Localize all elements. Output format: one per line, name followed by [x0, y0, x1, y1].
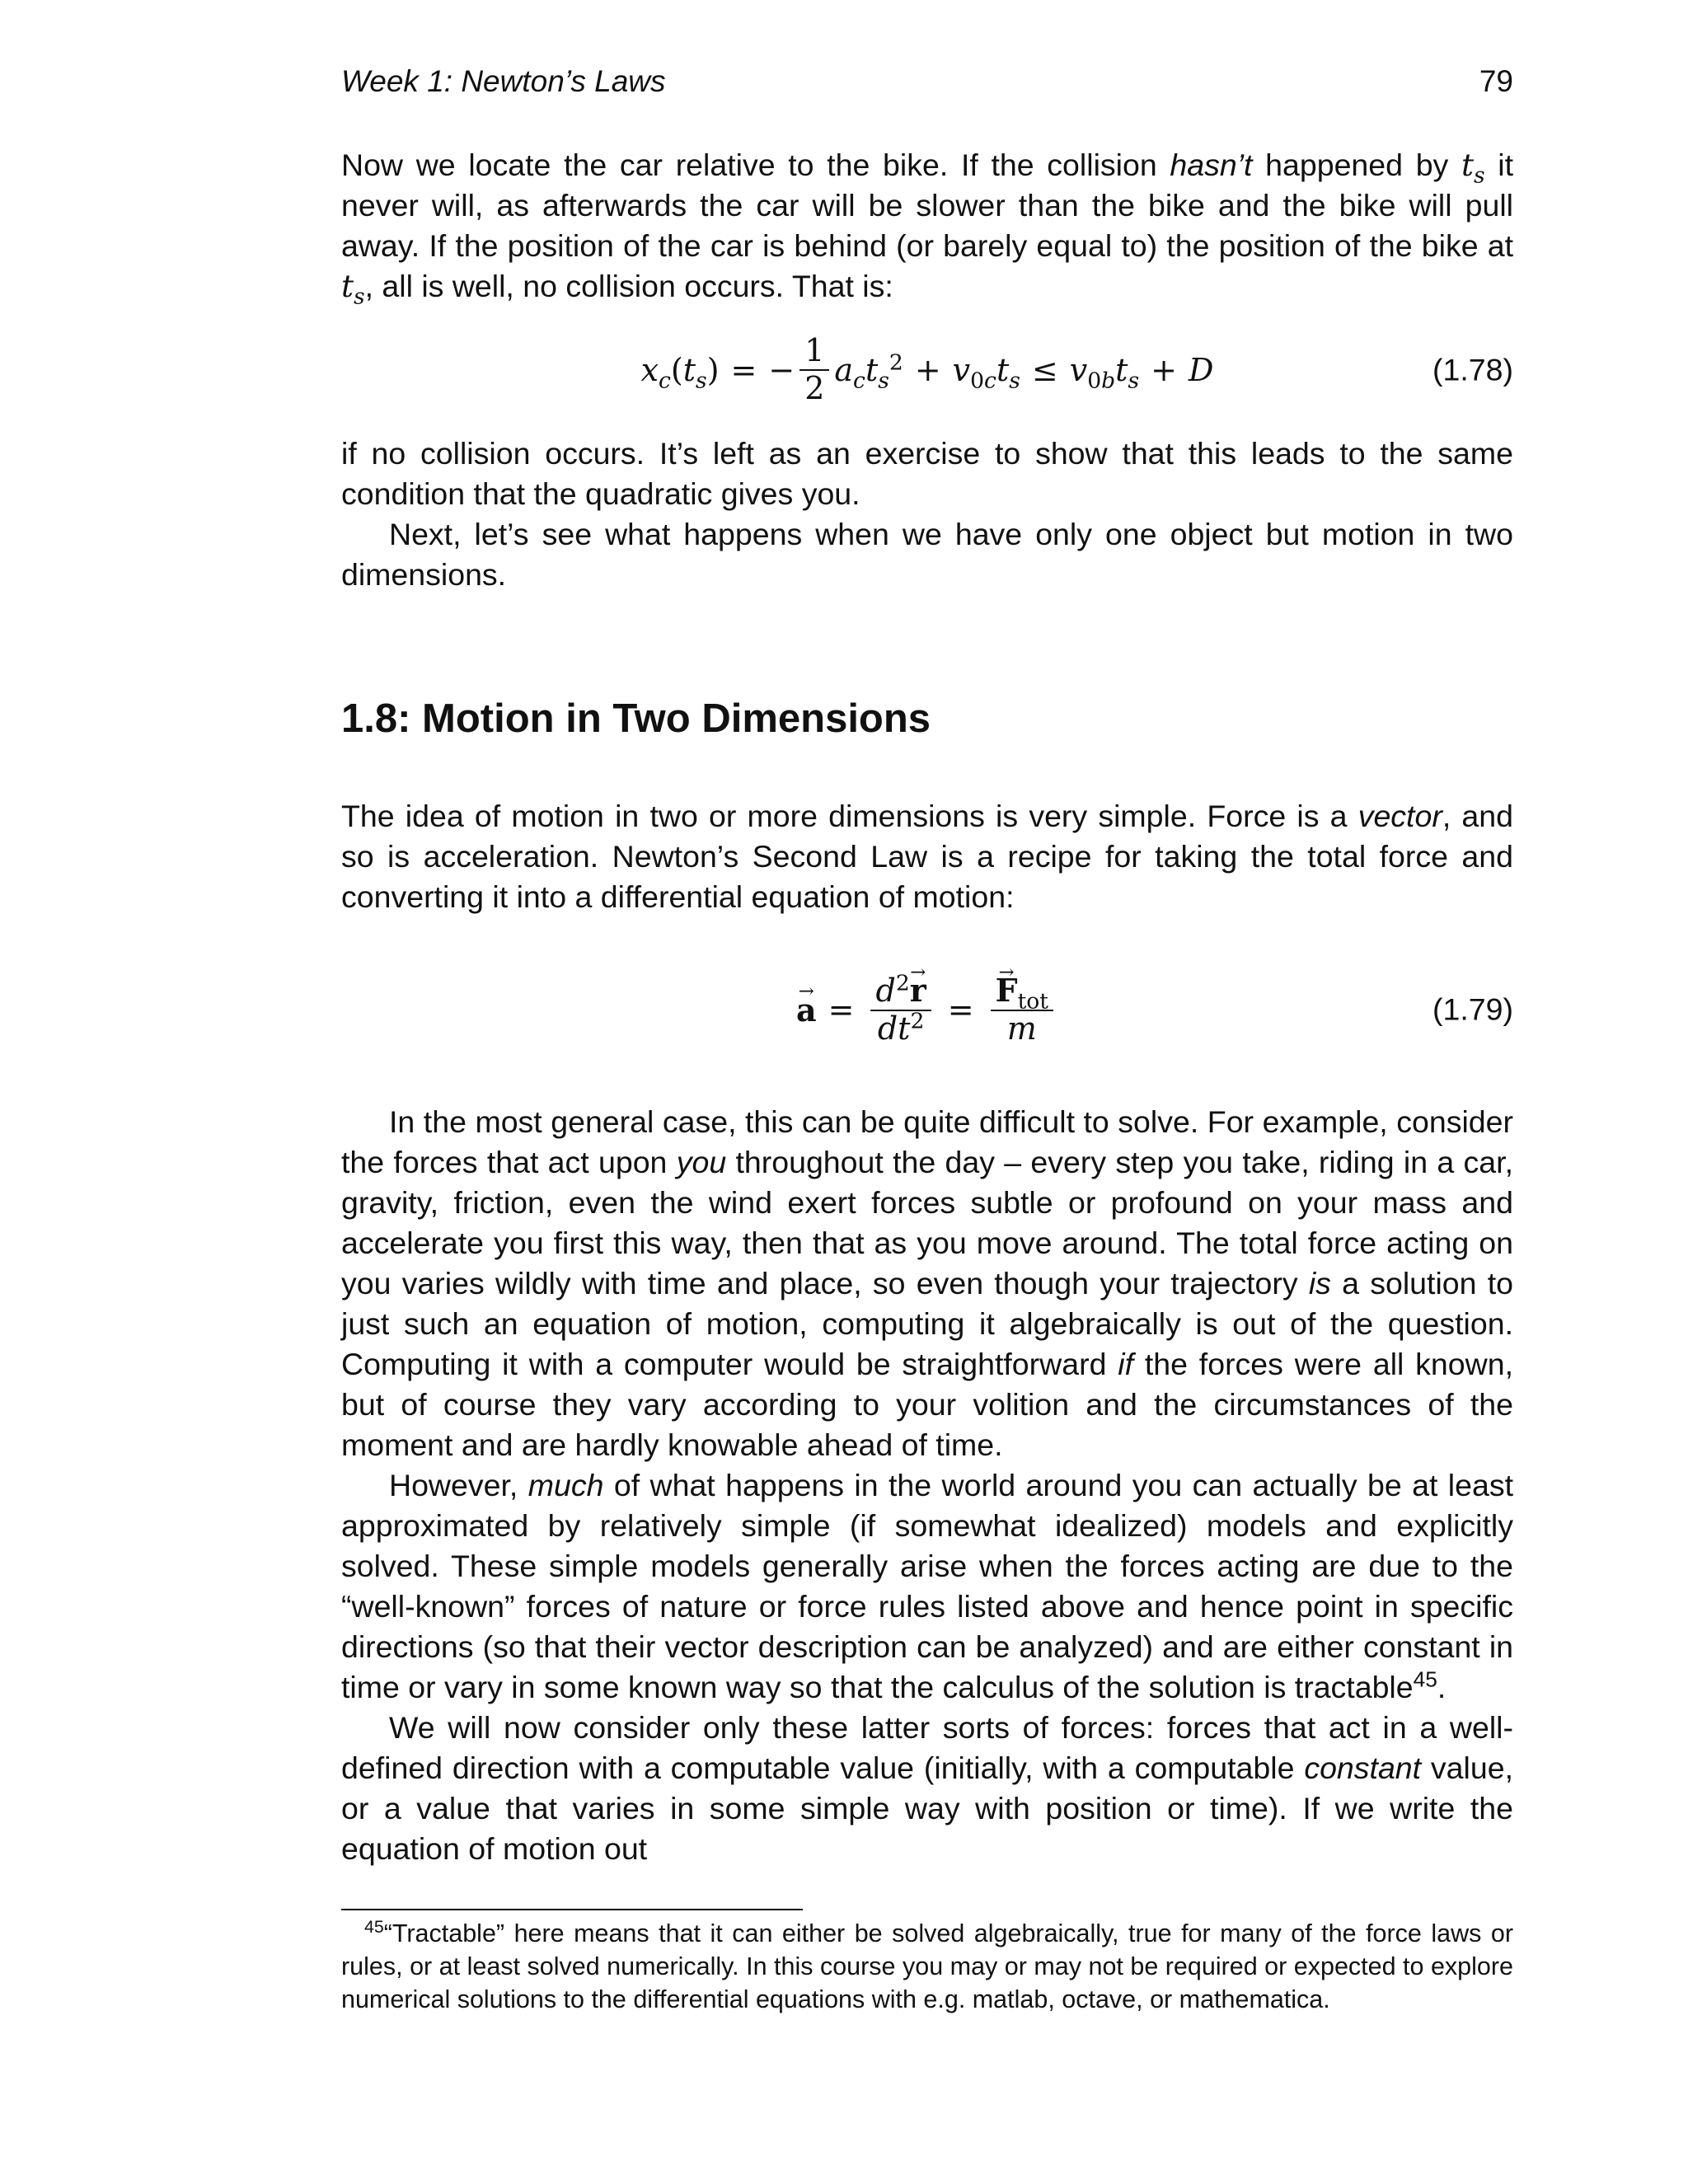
page-body [341, 145, 1513, 2016]
text: , and so is acceleration. Newton’s Second Law is a recipe for taking the total force and converting it into a differential equation of motion: [341, 799, 1513, 914]
paragraph-however [341, 1465, 1513, 1708]
paragraph-latter-forces [341, 1708, 1513, 1869]
footnote-rule [341, 1909, 803, 1910]
equation-number: (1.79) [1432, 991, 1513, 1027]
text: . [1437, 1670, 1447, 1704]
text: throughout the day – every step you take, riding in a car, gravity, friction, even the wind exert forces subtle or profound on your mass and accelerate you first this way, then that as you move around. The total force acting on you varies wildly with time and place, so even though your trajectory [341, 1145, 1513, 1301]
equation-number: (1.78) [1432, 352, 1513, 387]
emphasis: constant [1304, 1750, 1422, 1785]
page-header [341, 64, 1513, 105]
text: , all is well, no collision occurs. That is: [364, 269, 893, 303]
text: The idea of motion in two or more dimensions is very simple. Force is a [341, 799, 1358, 833]
emphasis: much [528, 1468, 604, 1502]
emphasis: you [676, 1145, 727, 1179]
text: However, [389, 1468, 528, 1502]
math-ts: $t_s$ [1461, 147, 1485, 189]
text: it never will, as afterwards the car will be slower than the bike and the bike will pull away. If the position of the car is behind (or barely equal to) the position of the bike at [341, 148, 1514, 263]
equation-1-78 [341, 325, 1513, 415]
text: We will now consider only these latter sorts of forces: forces that act in a well-defined direction with a computable value (initially, with a computable [341, 1710, 1513, 1785]
emphasis: is [1308, 1266, 1331, 1301]
emphasis: if [1118, 1347, 1134, 1381]
text: happened by [1252, 148, 1461, 182]
text: value, or a value that varies in some simple way with position or time). If we write the equation of motion out [341, 1750, 1513, 1866]
paragraph-car-bike [341, 145, 1514, 310]
paragraph-general-case [341, 1102, 1513, 1465]
footnote-reference[interactable]: 45 [1413, 1666, 1437, 1692]
equation-expression: $x_c$ ( $t_s$ ) = − $\frac{1}{2}$ $a_ct_s^2$ + $v_{0c}t_s$ ≤ $v_{0b}t_s$ + D [640, 332, 1214, 406]
emphasis: hasn’t [1170, 148, 1253, 182]
text: a solution to just such an equation of motion, computing it algebraically is out of the question. Computing it with a computer would be straightforward [341, 1266, 1513, 1381]
page-number: 79 [1479, 64, 1513, 98]
paragraph-next: Next, let’s see what happens when we have only one object but motion in two dimensions. [341, 517, 1513, 592]
footnote-mark: 45 [364, 1916, 384, 1937]
paragraph-no-collision: if no collision occurs. It’s left as an exercise to show that this leads to the same condition that the quadratic gives you. [341, 436, 1513, 511]
text: the forces were all known, but of course they vary according to your volition and the circumstances of the moment and are hardly knowable ahead of time. [341, 1347, 1513, 1462]
paragraph-vector [341, 796, 1513, 917]
footnote [341, 1917, 1513, 2016]
section-heading: 1.8: Motion in Two Dimensions [341, 696, 931, 741]
math-ts: $t_s$ [341, 268, 365, 310]
emphasis: vector [1357, 799, 1442, 833]
text: In the most general case, this can be quite difficult to solve. For example, consider the forces that act upon [341, 1104, 1513, 1179]
running-title: Week 1: Newton’s Laws [341, 64, 666, 98]
footnote-text: “Tractable” here means that it can either be solved algebraically, true for many of the force laws or rules, or at least solved numerically. In this course you may or may not be required or expected to explore numerical solutions to the differential equations with e.g. matlab, octave, or mathematica. [341, 1919, 1513, 2013]
equation-expression: → a = $\frac{d^2\to r}{dt^2}$ = → $\frac{F_{tot}}{m}$ [341, 960, 1513, 1059]
text: of what happens in the world around you can actually be at least approximated by relatively simple (if somewhat idealized) models and explicitly solved. These simple models generally arise when the forces acting are due to the “well-known” forces of nature or force rules listed above and hence point in specific directions (so that their vector description can be analyzed) and are either constant in time or vary in some known way so that the calculus of the solution is tractable [341, 1468, 1513, 1704]
equation-1-79 [341, 960, 1513, 1059]
text: Now we locate the car relative to the bike. If the collision [341, 148, 1170, 182]
